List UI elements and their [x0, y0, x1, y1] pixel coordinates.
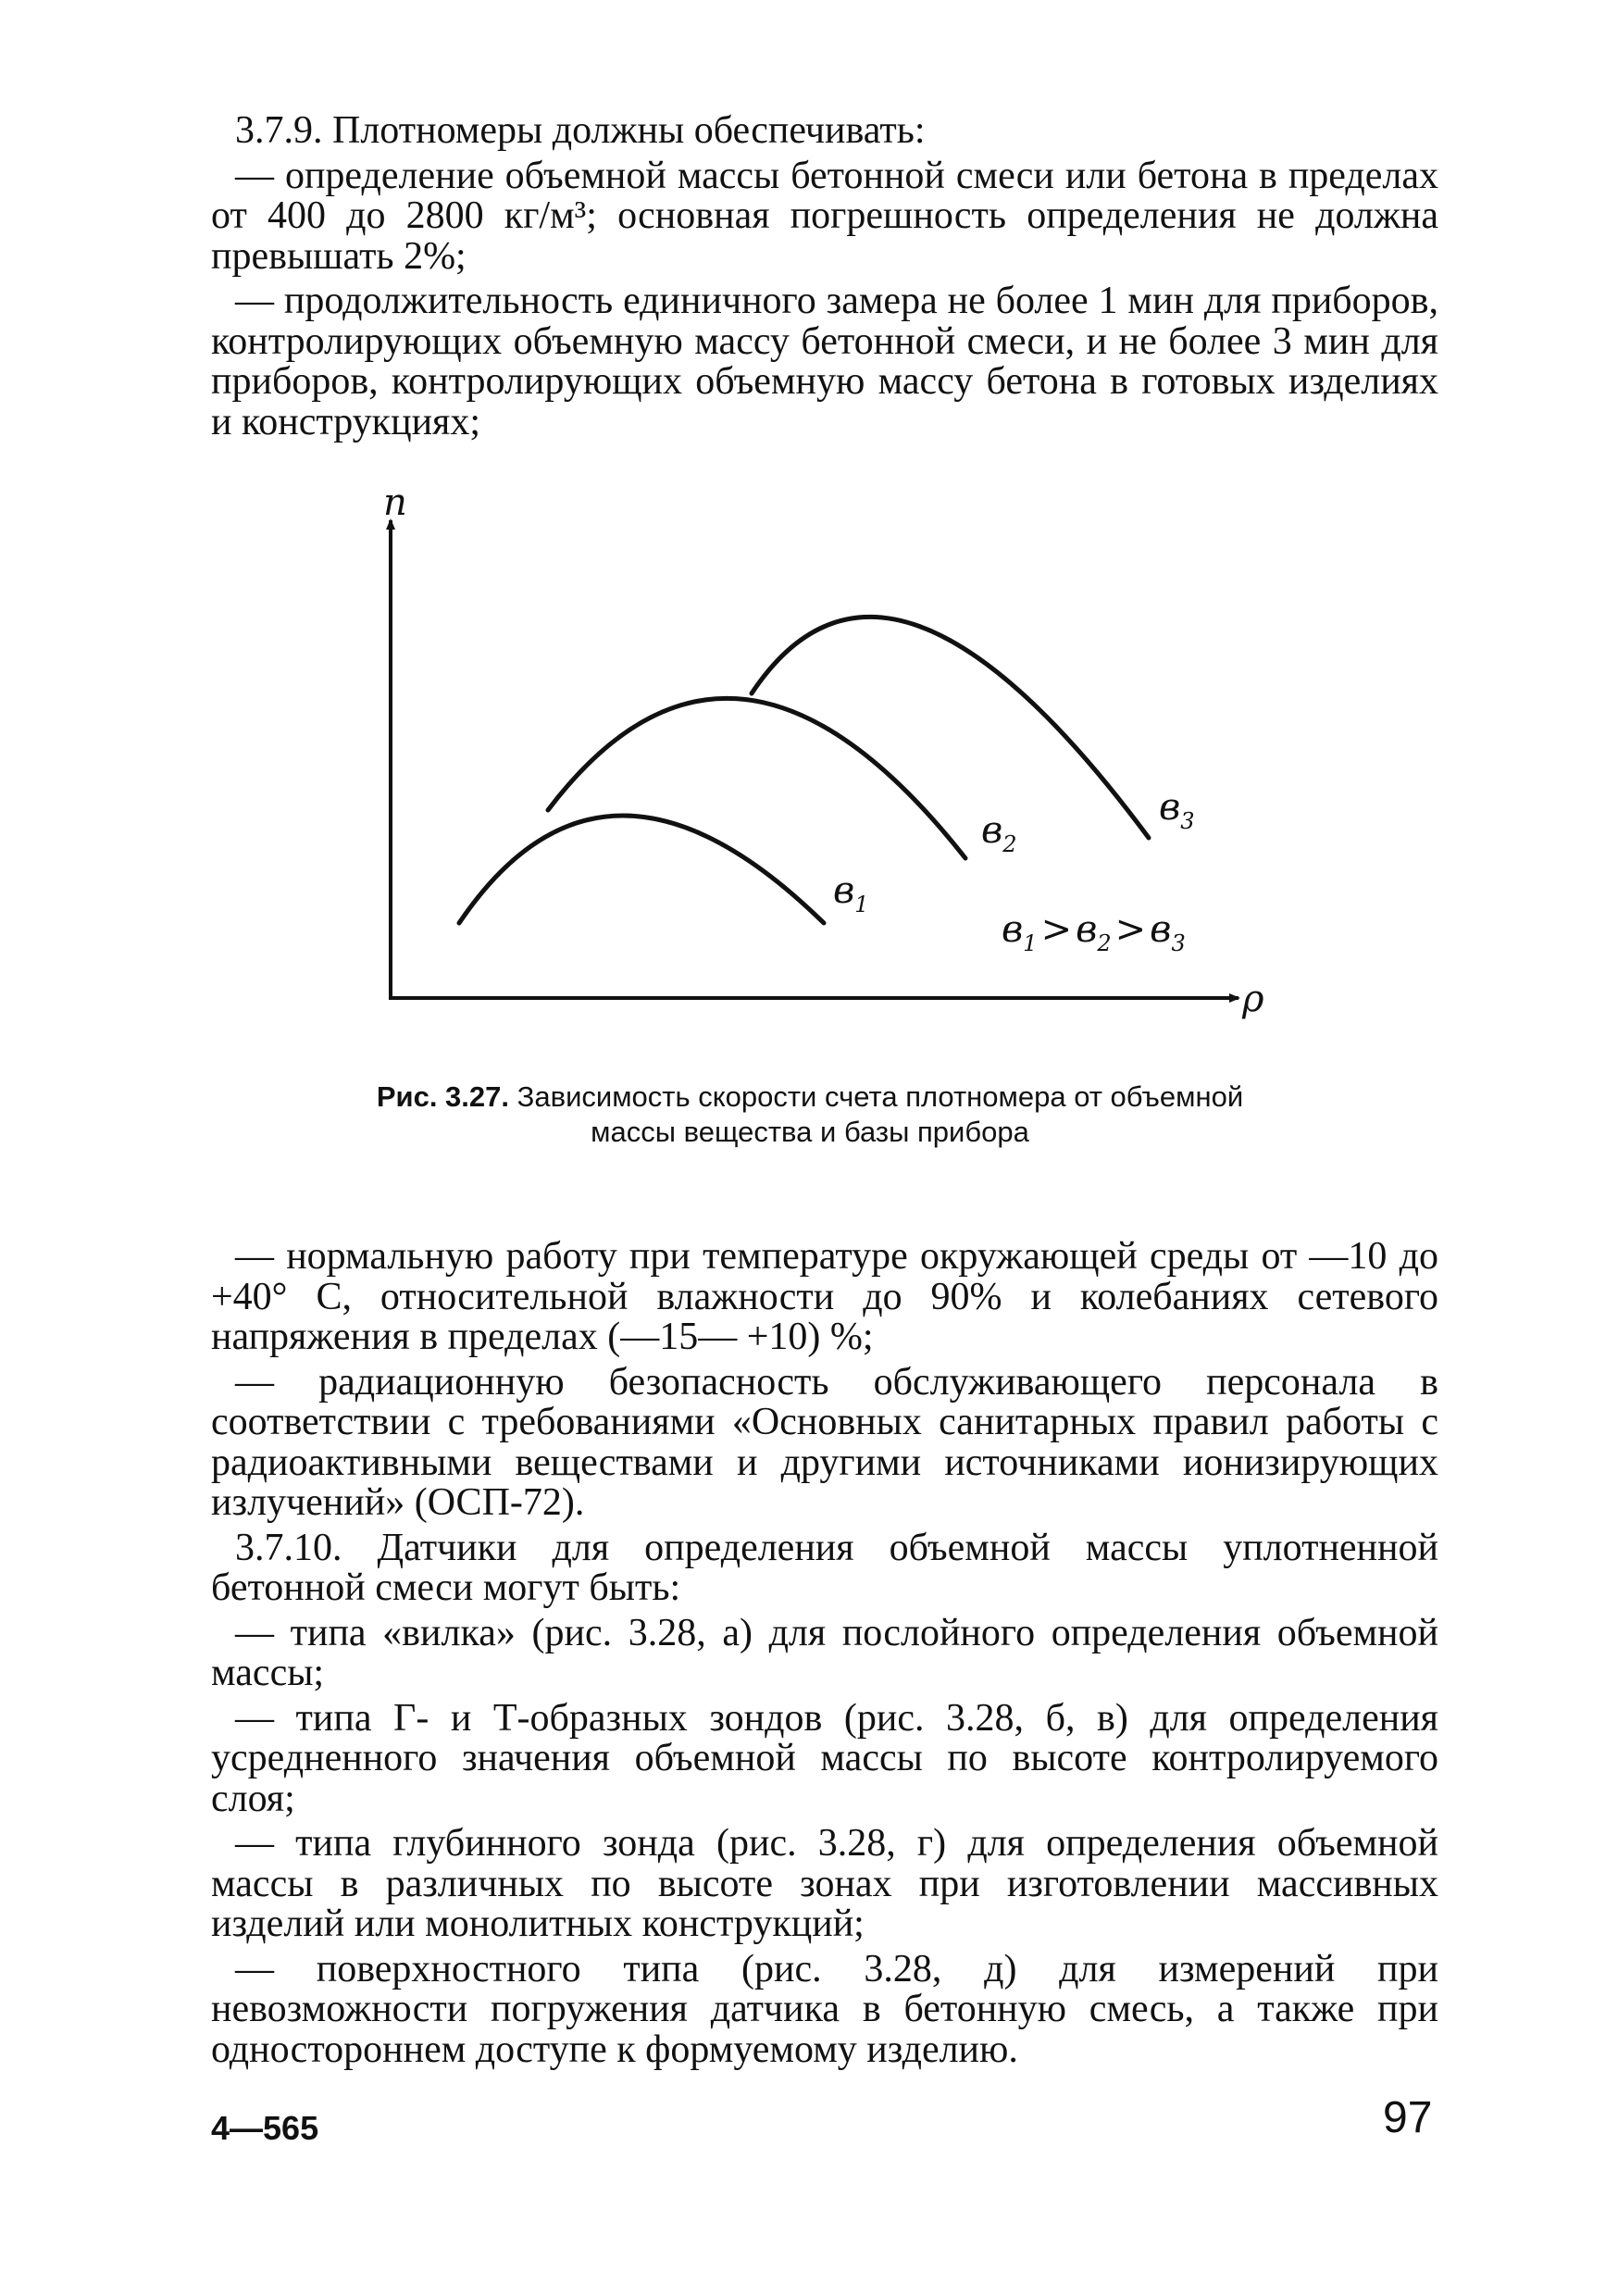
paragraph: — определение объемной массы бетонной смеси или бетона в пределах от 400 до 2800 кг/м³; основная погрешность определения не должна превышать 2%; — [211, 154, 1438, 278]
top-text-block — [211, 111, 1438, 447]
curve-b3 — [752, 617, 1149, 838]
paragraph: — типа Г- и Т-образных зондов (рис. 3.28, б, в) для определения усредненного значения объемной массы по высоте контролируемого слоя; — [211, 1696, 1438, 1820]
paragraph: — радиационную безопасность обслуживающего персонала в соответствии с требованиями «Основных санитарных правил работы с радиоактивными веществами и другими источниками ионизирующих излучений» (ОСП-72). — [211, 1360, 1438, 1524]
paragraph: — нормальную работу при температуре окружающей среды от —10 до +40° С, относительной влажности до 90% и колебаниях сетевого напряжения в пределах (—15— +10) %; — [211, 1235, 1438, 1358]
x-axis-label: ρ — [1242, 978, 1264, 1020]
paragraph: — поверхностного типа (рис. 3.28, д) для измерений при невозможности погружения датчика в бетонную смесь, а также при одностороннем доступе к формуемому изделию. — [211, 1947, 1438, 2071]
relation-label: $в_1 > в_2 > в_3$ — [1002, 908, 1186, 956]
density-curve-diagram — [342, 481, 1264, 1074]
figure-number: Рис. 3.27. — [376, 1080, 510, 1113]
caption-line-2: массы вещества и базы прибора — [591, 1116, 1029, 1148]
section-heading-3-7-10: 3.7.10. Датчики для определения объемной массы уплотненной бетонной смеси могут быть: — [211, 1526, 1438, 1609]
y-axis-label: n — [383, 481, 407, 524]
signature-mark: 4—565 — [211, 2109, 319, 2147]
paragraph: — продолжительность единичного замера не более 1 мин для приборов, контролирующих объемную массу бетонной смеси, и не более 3 мин для приборов, контролирующих объемную массу бетона в готовых изделиях и конструкциях; — [211, 280, 1438, 443]
paragraph: — типа «вилка» (рис. 3.28, а) для послойного определения объемной массы; — [211, 1611, 1438, 1694]
curve-label-b1: $в_1$ — [833, 869, 869, 917]
figure-caption — [315, 1079, 1305, 1150]
caption-text-1: Зависимость скорости счета плотномера от объемной — [517, 1080, 1244, 1113]
caption-line-1 — [315, 1079, 1305, 1115]
curve-b2 — [548, 698, 965, 858]
curve-label-b3: $в_3$ — [1159, 786, 1195, 834]
curve-b1 — [459, 816, 824, 923]
curve-label-b2: $в_2$ — [981, 809, 1017, 857]
paragraph: — типа глубинного зонда (рис. 3.28, г) для определения объемной массы в различных по высоте зонах при изготовлении массивных изделий или монолитных конструкций; — [211, 1822, 1438, 1945]
figure-3-27 — [342, 481, 1264, 1074]
section-heading-3-7-9: 3.7.9. Плотномеры должны обеспечивать: — [235, 109, 926, 152]
bottom-text-block — [211, 1237, 1438, 2075]
page-number: 97 — [1383, 2093, 1433, 2142]
